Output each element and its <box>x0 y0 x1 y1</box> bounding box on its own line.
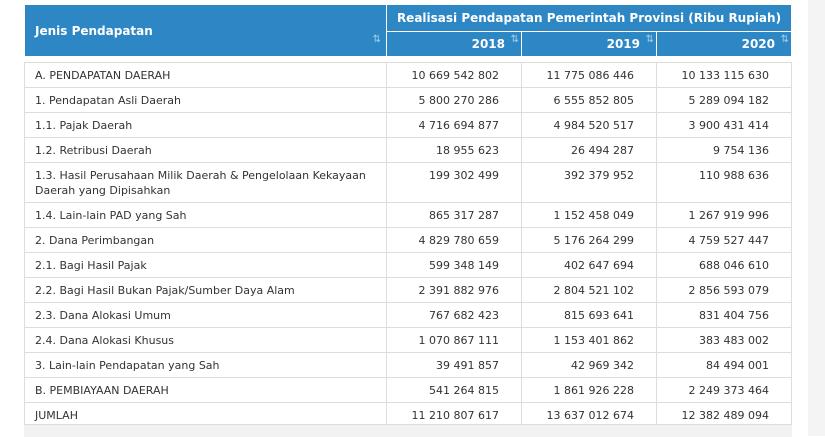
table-row <box>25 228 792 253</box>
column-group-header: Realisasi Pendapatan Pemerintah Provinsi (Ribu Rupiah) <box>387 5 792 32</box>
value-cell: 110 988 636 <box>657 163 792 203</box>
sort-icon[interactable]: ⇅ <box>780 34 789 45</box>
value-cell: 767 682 423 <box>387 303 522 328</box>
value-cell: 5 289 094 182 <box>657 88 792 113</box>
table-header <box>25 5 792 57</box>
table-row <box>25 253 792 278</box>
column-header-year-label: 2019 <box>606 37 640 51</box>
value-cell: 688 046 610 <box>657 253 792 278</box>
sort-icon[interactable]: ⇅ <box>372 34 380 45</box>
table-row <box>25 278 792 303</box>
column-header-year[interactable] <box>522 32 657 57</box>
table-row <box>25 88 792 113</box>
row-label-cell: 2.3. Dana Alokasi Umum <box>25 303 387 328</box>
value-cell: 831 404 756 <box>657 303 792 328</box>
row-label-cell: 1.3. Hasil Perusahaan Milik Daerah & Pengelolaan Kekayaan Daerah yang Dipisahkan <box>25 163 387 203</box>
table-row <box>25 353 792 378</box>
column-header-year[interactable] <box>657 32 792 57</box>
row-label-cell: 2.4. Dana Alokasi Khusus <box>25 328 387 353</box>
column-header-jenis-label: Jenis Pendapatan <box>35 23 153 38</box>
value-cell: 4 716 694 877 <box>387 113 522 138</box>
table-row <box>25 378 792 403</box>
value-cell: 6 555 852 805 <box>522 88 657 113</box>
row-label-cell: 2.2. Bagi Hasil Bukan Pajak/Sumber Daya Alam <box>25 278 387 303</box>
value-cell: 402 647 694 <box>522 253 657 278</box>
sort-icon[interactable]: ⇅ <box>645 34 653 45</box>
row-label-cell: A. PENDAPATAN DAERAH <box>25 63 387 88</box>
row-label-cell: 1.4. Lain-lain PAD yang Sah <box>25 203 387 228</box>
row-label-cell: 3. Lain-lain Pendapatan yang Sah <box>25 353 387 378</box>
value-cell: 5 800 270 286 <box>387 88 522 113</box>
table-body <box>25 57 792 428</box>
column-header-year-label: 2020 <box>741 37 776 51</box>
value-cell: 12 382 489 094 <box>657 403 792 428</box>
row-label-cell: 1. Pendapatan Asli Daerah <box>25 88 387 113</box>
value-cell: 26 494 287 <box>522 138 657 163</box>
value-cell: 383 483 002 <box>657 328 792 353</box>
row-label-cell: 2.1. Bagi Hasil Pajak <box>25 253 387 278</box>
value-cell: 1 153 401 862 <box>522 328 657 353</box>
table-footer-strip <box>24 424 792 437</box>
value-cell: 2 249 373 464 <box>657 378 792 403</box>
value-cell: 42 969 342 <box>522 353 657 378</box>
column-header-year-label: 2018 <box>471 37 505 51</box>
value-cell: 1 070 867 111 <box>387 328 522 353</box>
row-label-cell: 1.1. Pajak Daerah <box>25 113 387 138</box>
value-cell: 4 984 520 517 <box>522 113 657 138</box>
value-cell: 11 210 807 617 <box>387 403 522 428</box>
value-cell: 392 379 952 <box>522 163 657 203</box>
value-cell: 13 637 012 674 <box>522 403 657 428</box>
table-row <box>25 328 792 353</box>
value-cell: 1 861 926 228 <box>522 378 657 403</box>
value-cell: 199 302 499 <box>387 163 522 203</box>
value-cell: 84 494 001 <box>657 353 792 378</box>
column-header-jenis[interactable] <box>25 5 387 57</box>
value-cell: 10 133 115 630 <box>657 63 792 88</box>
value-cell: 599 348 149 <box>387 253 522 278</box>
header-row-group <box>25 5 792 32</box>
table-row <box>25 63 792 88</box>
row-label-cell: JUMLAH <box>25 403 387 428</box>
sort-icon[interactable]: ⇅ <box>510 34 518 45</box>
column-header-year[interactable] <box>387 32 522 57</box>
value-cell: 865 317 287 <box>387 203 522 228</box>
table-row <box>25 303 792 328</box>
value-cell: 2 804 521 102 <box>522 278 657 303</box>
value-cell: 10 669 542 802 <box>387 63 522 88</box>
value-cell: 9 754 136 <box>657 138 792 163</box>
value-cell: 815 693 641 <box>522 303 657 328</box>
value-cell: 541 264 815 <box>387 378 522 403</box>
table-row <box>25 113 792 138</box>
value-cell: 2 856 593 079 <box>657 278 792 303</box>
value-cell: 2 391 882 976 <box>387 278 522 303</box>
value-cell: 5 176 264 299 <box>522 228 657 253</box>
value-cell: 4 759 527 447 <box>657 228 792 253</box>
revenue-table <box>24 4 792 428</box>
value-cell: 3 900 431 414 <box>657 113 792 138</box>
table-row <box>25 163 792 203</box>
scrollbar-track[interactable] <box>808 0 825 436</box>
table-row <box>25 203 792 228</box>
table-row <box>25 138 792 163</box>
value-cell: 4 829 780 659 <box>387 228 522 253</box>
value-cell: 1 267 919 996 <box>657 203 792 228</box>
value-cell: 18 955 623 <box>387 138 522 163</box>
value-cell: 1 152 458 049 <box>522 203 657 228</box>
row-label-cell: 1.2. Retribusi Daerah <box>25 138 387 163</box>
value-cell: 39 491 857 <box>387 353 522 378</box>
row-label-cell: B. PEMBIAYAAN DAERAH <box>25 378 387 403</box>
row-label-cell: 2. Dana Perimbangan <box>25 228 387 253</box>
value-cell: 11 775 086 446 <box>522 63 657 88</box>
